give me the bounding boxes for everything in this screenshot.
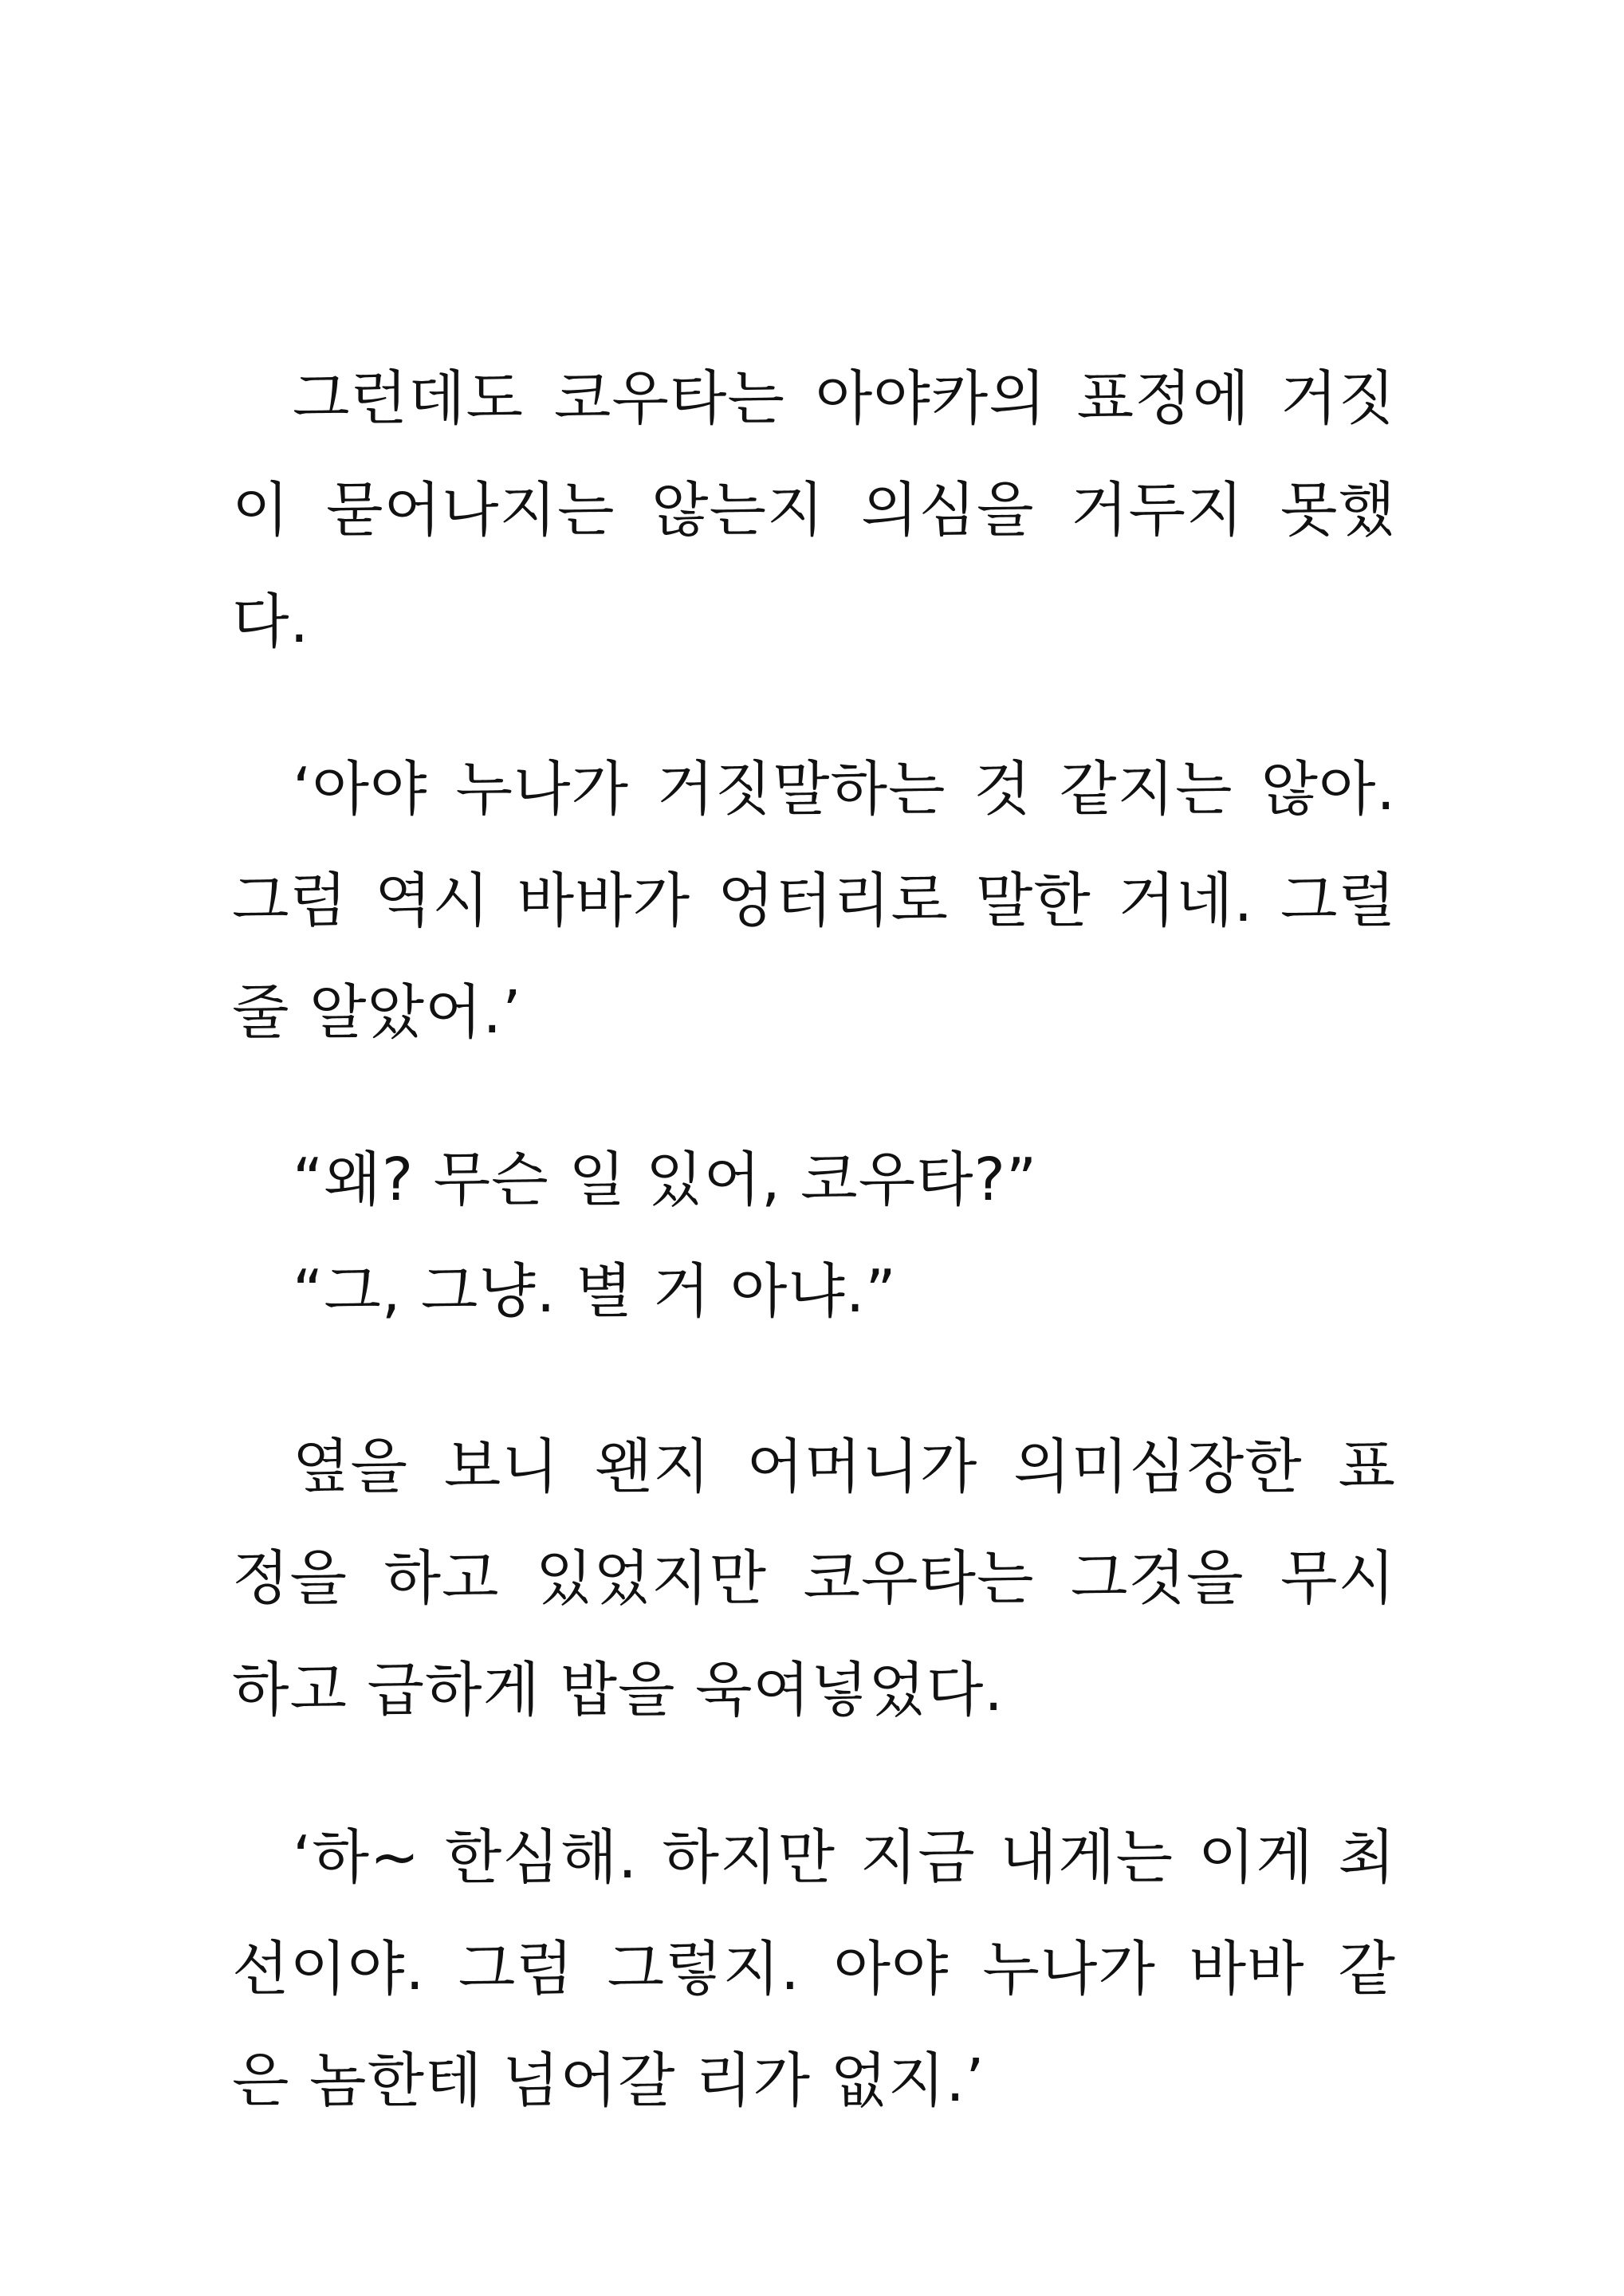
text-line: 은 놈한테 넘어갈 리가 없지.’ xyxy=(232,2046,985,2115)
text-line: ‘하~ 한심해. 하지만 지금 내게는 이게 최 xyxy=(293,1823,1396,1892)
text-line: 다. xyxy=(232,588,310,656)
text-line: “왜? 무슨 일 있어, 코우타?” xyxy=(293,1146,1038,1214)
text-line: 줄 알았어.’ xyxy=(232,978,522,1047)
paragraph-narration-1 xyxy=(232,343,1396,678)
text-line: “그, 그냥. 별 거 아냐.” xyxy=(293,1257,897,1326)
paragraph-thought-1 xyxy=(232,733,1396,1068)
text-line: 선이야. 그럼 그렇지. 아야 누나가 바바 같 xyxy=(232,1935,1396,2003)
text-line: 그런데도 코우타는 아야카의 표정에 거짓 xyxy=(293,364,1396,433)
text-line: 이 묻어나지는 않는지 의심을 거두지 못했 xyxy=(232,476,1396,545)
paragraph-thought-2 xyxy=(232,1802,1396,2137)
text-line: 정을 하고 있었지만 코우타는 그것을 무시 xyxy=(232,1544,1396,1613)
text-line: ‘아야 누나가 거짓말하는 것 같지는 않아. xyxy=(293,755,1396,824)
text-line: 옆을 보니 왠지 어머니가 의미심장한 표 xyxy=(293,1433,1396,1501)
text-line: 그럼 역시 바바가 엉터리로 말한 거네. 그럴 xyxy=(232,867,1396,935)
paragraph-narration-2 xyxy=(232,1411,1396,1746)
text-line: 하고 급하게 밥을 욱여넣었다. xyxy=(232,1656,1004,1724)
paragraph-dialogue xyxy=(232,1124,1396,1347)
